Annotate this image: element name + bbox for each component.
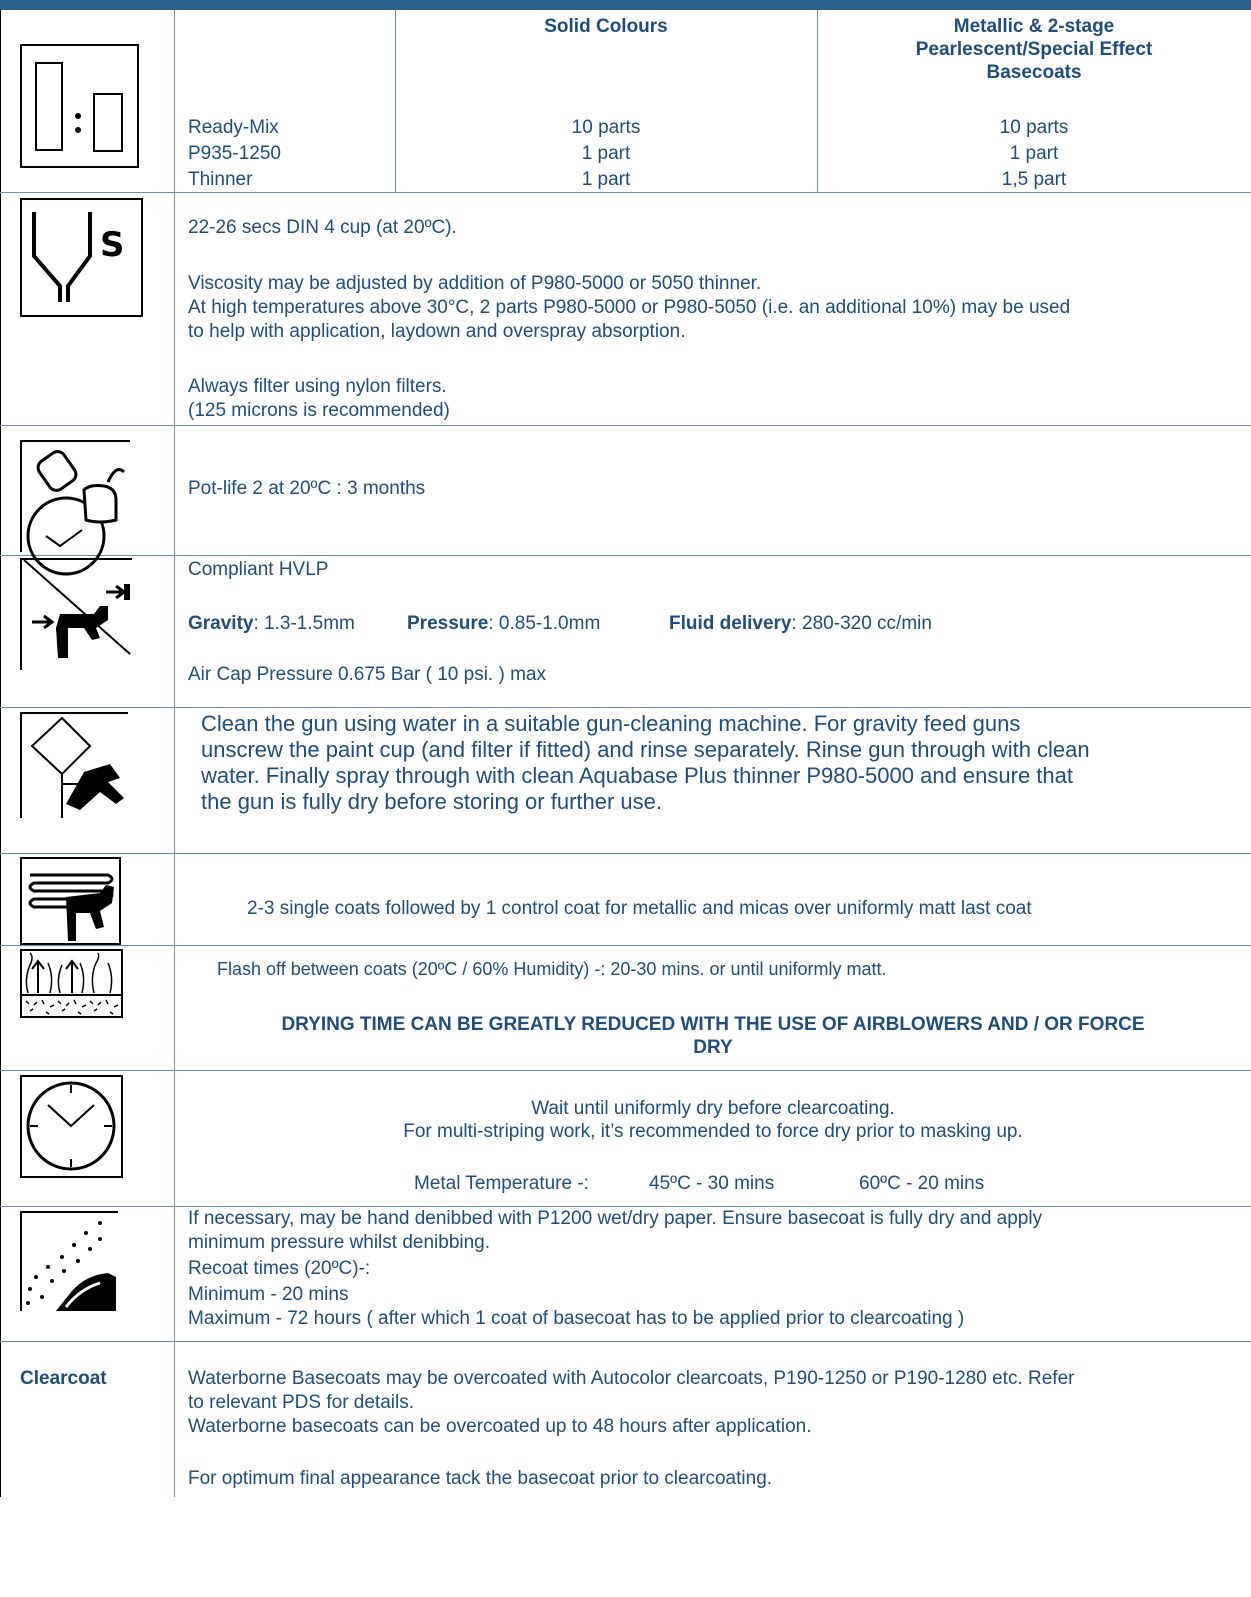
denib-row: [0, 1207, 1251, 1342]
icon-cell: [0, 1342, 175, 1497]
viscosity-high-temp-cont: to help with application, laydown and overspray absorption.: [188, 321, 686, 342]
gun-setup-line: [188, 612, 355, 635]
wait-clearcoat: Wait until uniformly dry before clearcoating.: [531, 1098, 895, 1119]
metal-temperature-label: Metal Temperature -:: [414, 1173, 589, 1194]
application-coats-row: [0, 854, 1251, 946]
icon-cell: [0, 854, 175, 945]
pot-life-text: Pot-life 2 at 20ºC : 3 months: [188, 478, 426, 499]
coats-application-icon: [20, 857, 122, 945]
spray-gun-icon: [20, 558, 135, 670]
pot-life-row: [0, 426, 1251, 556]
hvlp-title: Compliant HVLP: [188, 559, 329, 580]
fluid-delivery-value: : 280-320 cc/min: [791, 613, 932, 634]
drying-warning-line1: DRYING TIME CAN BE GREATLY REDUCED WITH THE USE OF AIRBLOWERS AND / OR FORCE: [281, 1014, 1145, 1035]
drying-warning-line2: DRY: [693, 1037, 733, 1058]
header-metallic-line3: Basecoats: [986, 62, 1082, 83]
pot-life-content: [175, 426, 1251, 555]
header-metallic-line1: Metallic & 2-stage: [953, 16, 1115, 37]
recoat-maximum: Maximum - 72 hours ( after which 1 coat of basecoat has to be applied prior to clearcoating ): [188, 1308, 965, 1329]
clearcoat-label: Clearcoat: [20, 1368, 107, 1389]
svg-text:S: S: [100, 225, 125, 265]
pot-life-icon: [20, 440, 132, 552]
filter-note: Always filter using nylon filters.: [188, 376, 447, 397]
solid-value: 1 part: [581, 143, 631, 164]
item-hardener: P935-1250: [188, 143, 281, 164]
icon-cell: [0, 946, 175, 1070]
spray-gun-content: [175, 556, 1251, 707]
icon-cell: [0, 708, 175, 853]
gravity-label: Gravity: [188, 613, 254, 634]
icon-cell: [0, 193, 175, 425]
pressure-setup: [407, 612, 600, 635]
filter-microns: (125 microns is recommended): [188, 400, 450, 421]
viscosity-time: 22-26 secs DIN 4 cup (at 20ºC).: [188, 217, 457, 238]
metal-temp-60: 60ºC - 20 mins: [859, 1173, 985, 1194]
solid-value: 1 part: [581, 169, 631, 190]
icon-cell: [0, 426, 175, 555]
mixing-ratio-icon: [20, 44, 140, 169]
icon-cell: [0, 556, 175, 707]
pressure-value: : 0.85-1.0mm: [488, 613, 601, 634]
pressure-label: Pressure: [407, 613, 489, 634]
clock-icon: [20, 1075, 124, 1179]
flash-off-evaporation-icon: [20, 949, 124, 1019]
fluid-delivery-label: Fluid delivery: [669, 613, 792, 634]
viscosity-content: [175, 193, 1251, 425]
clearcoat-line: Waterborne Basecoats may be overcoated with Autocolor clearcoats, P190-1250 or P190-1280 etc. Refer: [188, 1368, 1075, 1389]
gun-cleaning-icon: [20, 712, 132, 818]
item-ready-mix: Ready-Mix: [188, 117, 279, 138]
viscosity-row: [0, 193, 1251, 426]
cleaning-line: Clean the gun using water in a suitable gun-cleaning machine. For gravity feed guns: [201, 711, 1021, 736]
clearcoat-row: [0, 1342, 1251, 1497]
drying-content: [175, 1071, 1251, 1206]
multi-striping-note: For multi-striping work, it’s recommended to force dry prior to masking up.: [403, 1121, 1023, 1142]
icon-cell: [0, 1207, 175, 1341]
fluid-setup: [669, 612, 932, 635]
metallic-value: 10 parts: [999, 117, 1069, 138]
cleaning-line: water. Finally spray through with clean Aquabase Plus thinner P980-5000 and ensure that: [201, 763, 1073, 788]
metal-temp-45: 45ºC - 30 mins: [649, 1173, 775, 1194]
cleaning-line: the gun is fully dry before storing or further use.: [201, 789, 663, 814]
clearcoat-tack-note: For optimum final appearance tack the basecoat prior to clearcoating.: [188, 1468, 773, 1489]
denib-content: [175, 1207, 1251, 1341]
mixing-ratio-content: [175, 10, 1251, 192]
metallic-value: 1,5 part: [1001, 169, 1067, 190]
datasheet-table: [0, 10, 1251, 1497]
item-thinner: Thinner: [188, 169, 253, 190]
cleaning-content: [175, 708, 1251, 853]
flash-off-text: Flash off between coats (20ºC / 60% Humidity) -: 20-30 mins. or until uniformly matt.: [217, 959, 887, 979]
denib-line: If necessary, may be hand denibbed with P1200 wet/dry paper. Ensure basecoat is fully dry and apply: [188, 1208, 1043, 1229]
clearcoat-line: to relevant PDS for details.: [188, 1392, 414, 1413]
icon-cell: [0, 1071, 175, 1206]
flash-off-content: [175, 946, 1251, 1070]
drying-row: [0, 1071, 1251, 1207]
mixing-ratio-row: [0, 10, 1251, 193]
solid-value: 10 parts: [571, 117, 641, 138]
recoat-minimum: Minimum - 20 mins: [188, 1284, 349, 1305]
cleaning-row: [0, 708, 1251, 854]
coats-text: 2-3 single coats followed by 1 control coat for metallic and micas over uniformly matt last coat: [247, 898, 1032, 919]
header-solid-colours: Solid Colours: [544, 16, 668, 37]
recoat-times: Recoat times (20ºC)-:: [188, 1258, 371, 1279]
viscosity-adjust: Viscosity may be adjusted by addition of P980-5000 or 5050 thinner.: [188, 273, 762, 294]
clearcoat-content: [175, 1342, 1251, 1497]
denib-sanding-icon: [20, 1211, 120, 1311]
coats-content: [175, 854, 1251, 945]
viscosity-cup-icon: [20, 198, 144, 318]
clearcoat-overcoat-window: Waterborne basecoats can be overcoated up to 48 hours after application.: [188, 1416, 812, 1437]
header-metallic-line2: Pearlescent/Special Effect: [915, 39, 1153, 60]
flash-off-row: [0, 946, 1251, 1071]
icon-cell: [0, 10, 175, 192]
gravity-value: : 1.3-1.5mm: [253, 613, 355, 634]
viscosity-high-temp: At high temperatures above 30°C, 2 parts P980-5000 or P980-5050 (i.e. an additional 10%) may be used: [188, 297, 1071, 318]
header-bar: [0, 0, 1251, 10]
metallic-value: 1 part: [1009, 143, 1059, 164]
denib-line: minimum pressure whilst denibbing.: [188, 1232, 491, 1253]
spray-gun-row: [0, 556, 1251, 708]
cleaning-line: unscrew the paint cup (and filter if fitted) and rinse separately. Rinse gun through with clean: [201, 737, 1090, 762]
air-cap-pressure: Air Cap Pressure 0.675 Bar ( 10 psi. ) max: [188, 664, 546, 685]
